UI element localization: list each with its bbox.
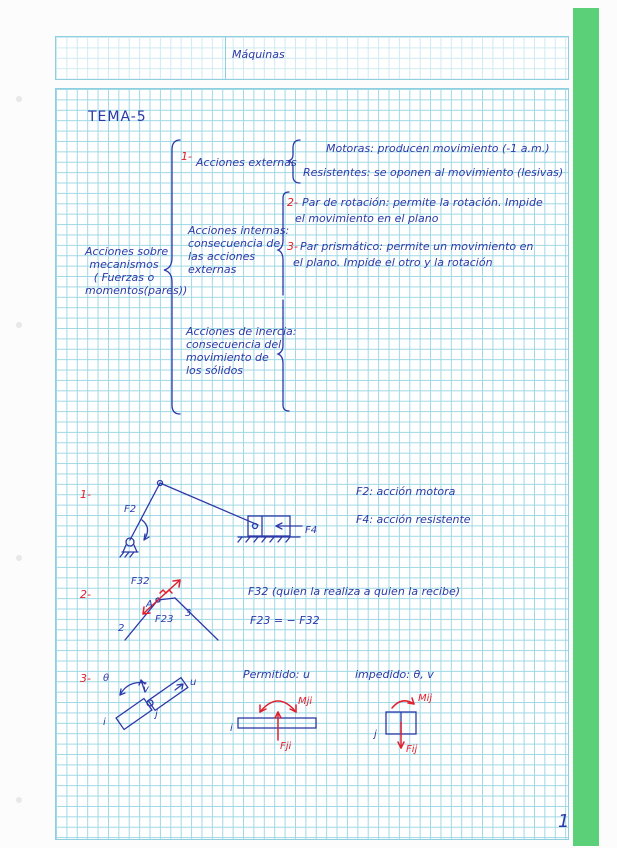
ex3-mji: Mji bbox=[298, 696, 313, 707]
ex3-fij: Fij bbox=[406, 744, 418, 755]
ex2-f32-label: F32 bbox=[131, 576, 150, 587]
ex1-f2-label: F2 bbox=[124, 504, 137, 515]
ex3-impedido: impedido: θ, v bbox=[355, 668, 434, 681]
ex2-link2-label: 2 bbox=[118, 623, 125, 634]
ex3-permitido: Permitido: u bbox=[243, 668, 310, 681]
item1-label: Acciones externas bbox=[196, 156, 297, 169]
mji-arrow bbox=[260, 701, 296, 712]
item1-number: 1- bbox=[181, 150, 192, 163]
ex3-u: u bbox=[190, 677, 197, 688]
item1-motoras: Motoras: producen movimiento (-1 a.m.) bbox=[326, 142, 550, 155]
subject-heading: Máquinas bbox=[232, 48, 285, 61]
ex2-note-f32: F32 (quien la realiza a quien la recibe) bbox=[248, 585, 461, 598]
crank-base bbox=[120, 552, 138, 557]
ex1-number: 1- bbox=[80, 488, 91, 501]
page-title: TEMA-5 bbox=[88, 109, 147, 125]
joint-slider-j bbox=[148, 678, 188, 711]
page-number: 1 bbox=[558, 811, 570, 832]
brace-item1 bbox=[288, 140, 300, 183]
ex3-j2: j bbox=[374, 729, 377, 740]
coupler-link bbox=[160, 483, 258, 525]
ex1-note-f4: F4: acción resistente bbox=[356, 513, 471, 526]
brace-item2 bbox=[278, 192, 289, 295]
permitido-bar bbox=[238, 718, 316, 728]
link-2 bbox=[125, 600, 158, 640]
brace-main bbox=[164, 140, 180, 414]
ex3-j: j bbox=[155, 709, 158, 720]
brace-item3 bbox=[278, 300, 289, 411]
ex2-a-label: A bbox=[146, 599, 153, 610]
ex2-number: 2- bbox=[80, 588, 91, 601]
item2-prismatico-number: 3- bbox=[287, 240, 298, 253]
ex3-fji: Fji bbox=[280, 741, 292, 752]
ex3-theta: θ bbox=[103, 673, 110, 684]
mij-arrow bbox=[392, 701, 414, 708]
item2-rotacion-number: 2- bbox=[287, 196, 298, 209]
ex2-f23-label: F23 bbox=[155, 614, 174, 625]
item2-label: Acciones internas: consecuencia de las acciones externas bbox=[188, 224, 290, 276]
item1-resistentes: Resistentes: se oponen al movimiento (lesivas) bbox=[303, 166, 564, 179]
ex3-i2: i bbox=[230, 723, 233, 734]
concept-root: Acciones sobre mecanismos ( Fuerzas o momentos(pares)) bbox=[85, 245, 188, 297]
item3-label: Acciones de inercia: consecuencia del movimiento de los sólidos bbox=[186, 325, 297, 377]
ex1-note-f2: F2: acción motora bbox=[356, 485, 456, 498]
ex1-f4-label: F4 bbox=[305, 525, 318, 536]
item2-prismatico: Par prismático: permite un movimiento en el plano. Impide el otro y la rotación bbox=[293, 240, 534, 269]
ex3-i: i bbox=[103, 717, 106, 728]
item2-rotacion: Par de rotación: permite la rotación. Impide el movimiento en el plano bbox=[295, 196, 543, 225]
ex2-link3-label: 3 bbox=[185, 608, 192, 619]
ex2-note-f23: F23 = − F32 bbox=[250, 614, 320, 627]
ex3-number: 3- bbox=[80, 672, 91, 685]
ex3-v: v bbox=[143, 684, 149, 695]
ex3-mij: Mij bbox=[418, 693, 433, 704]
